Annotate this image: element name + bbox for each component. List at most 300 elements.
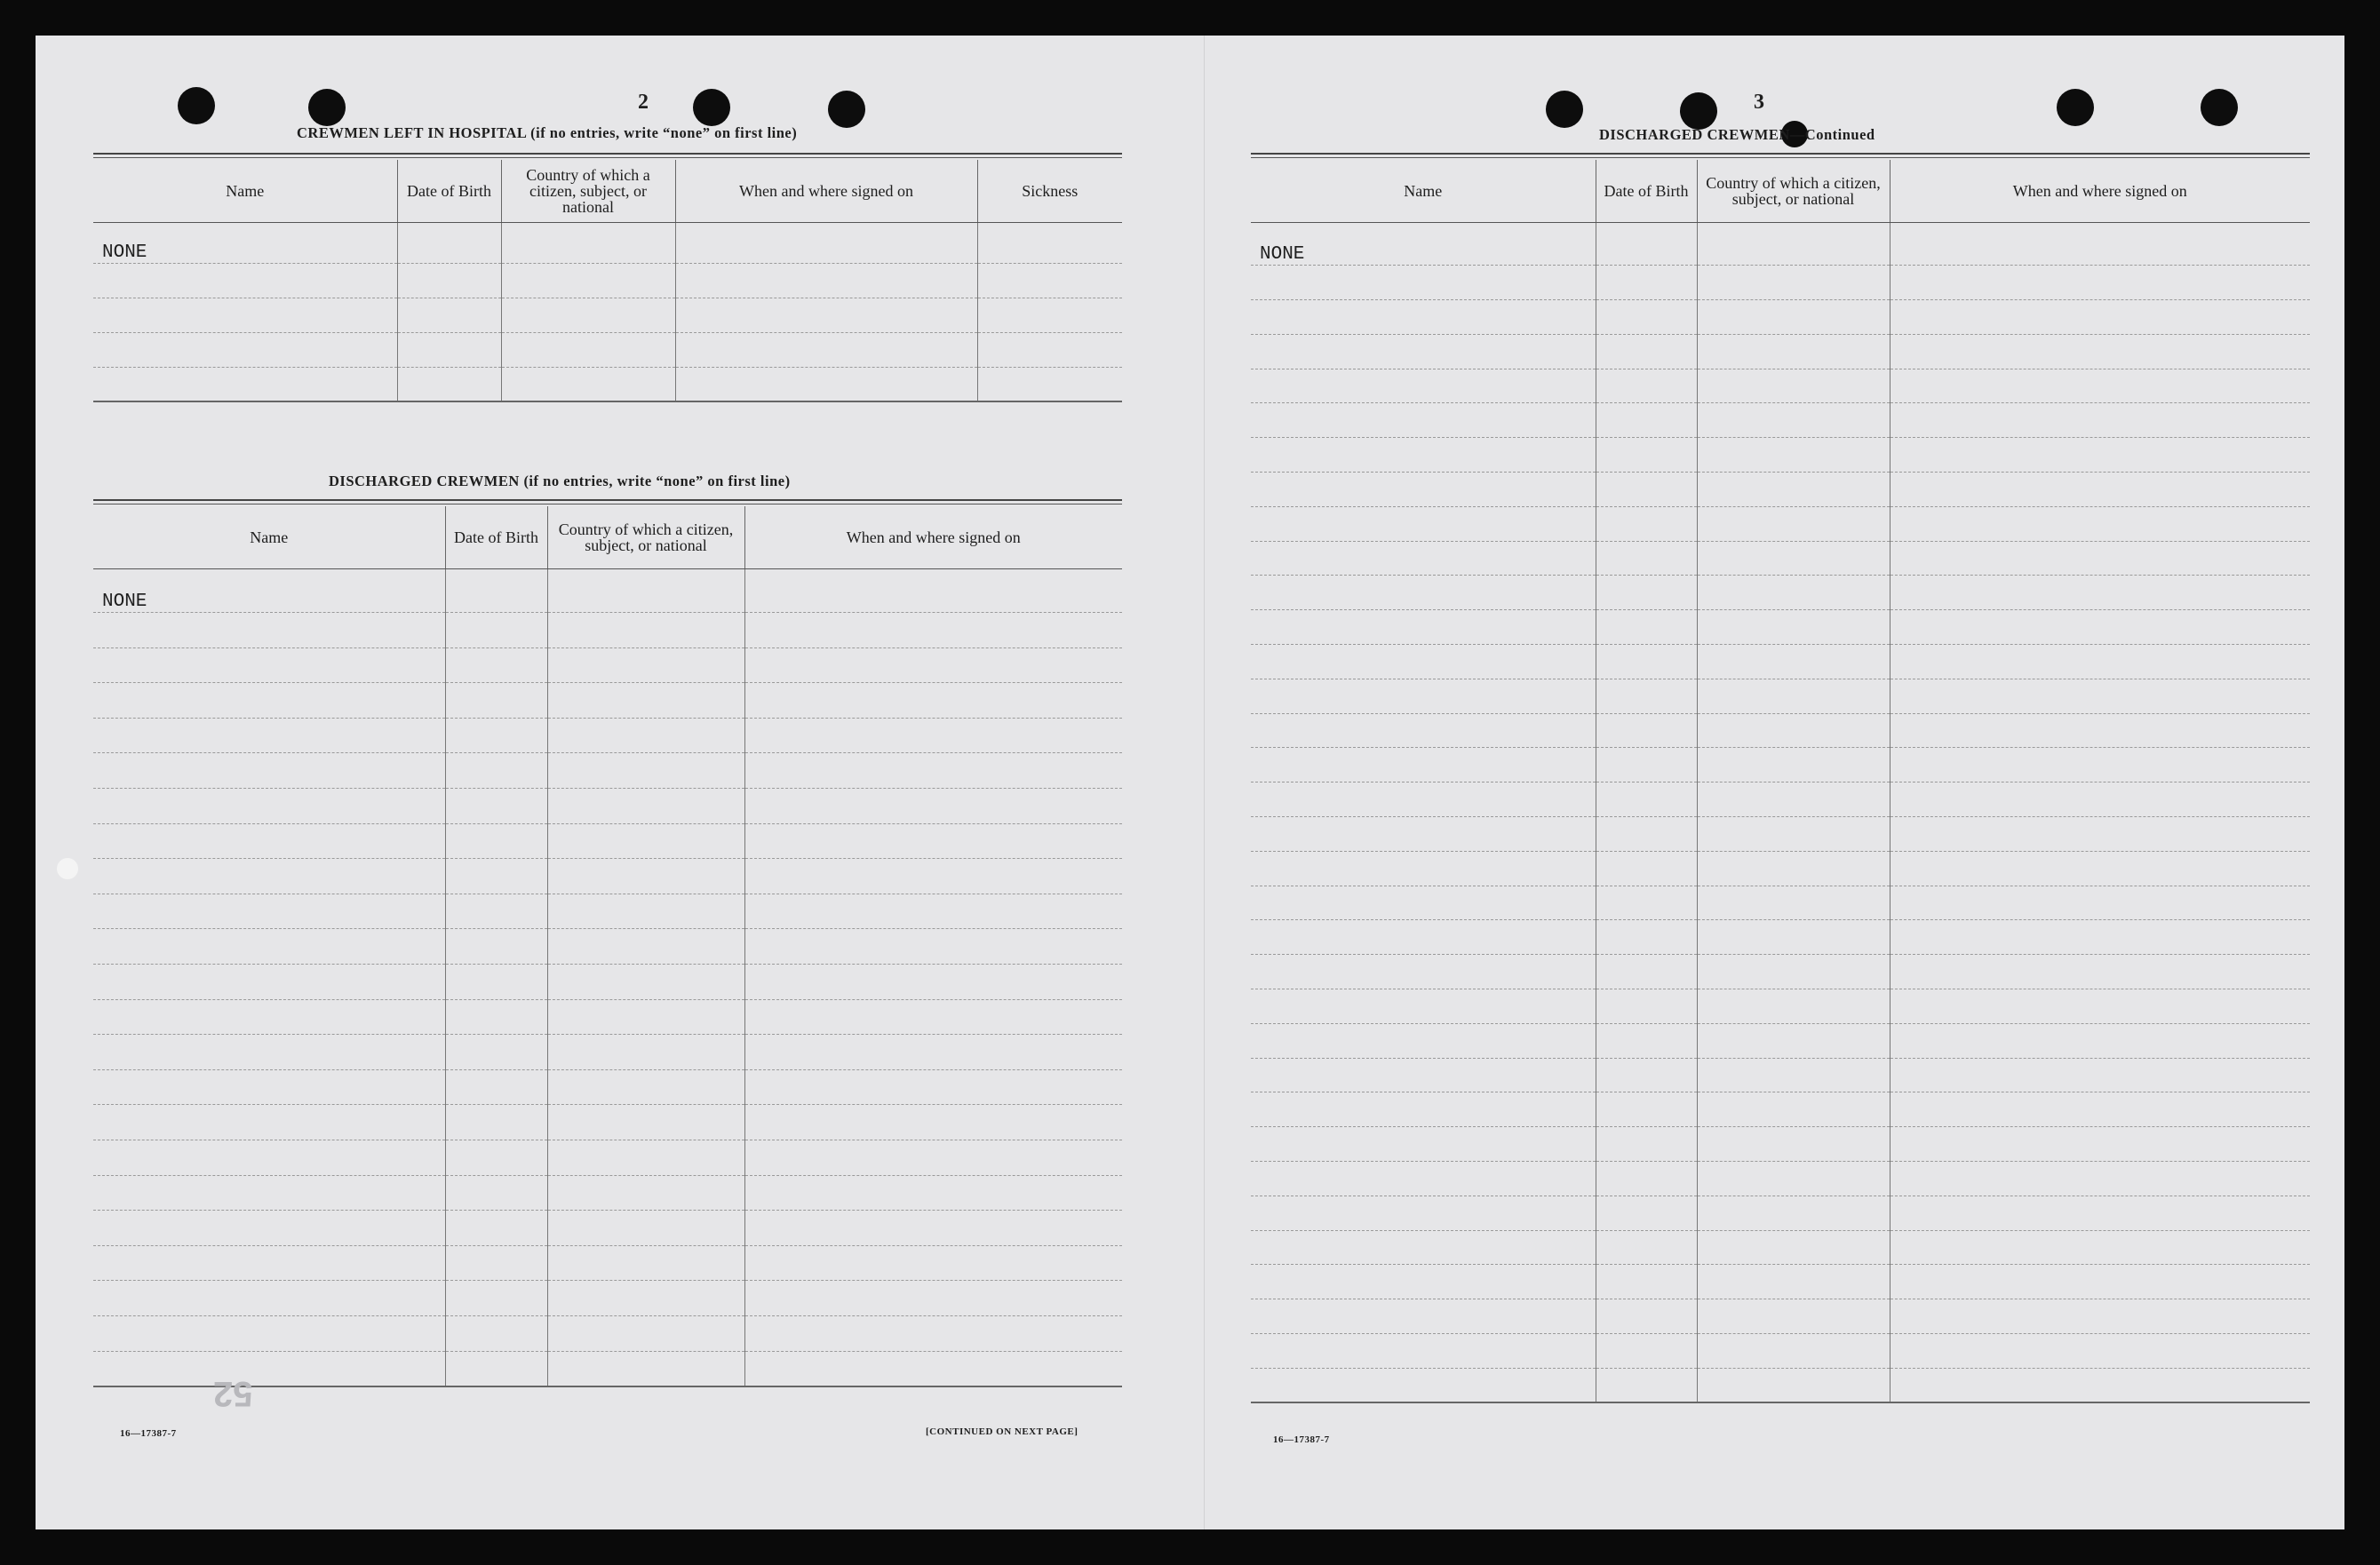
cell[interactable] (1697, 1196, 1890, 1230)
cell[interactable] (1251, 1368, 1596, 1402)
col-signed-on: When and where signed on (675, 160, 977, 222)
col-name: Name (93, 160, 397, 222)
cell[interactable] (1251, 1299, 1596, 1334)
cell[interactable] (1697, 576, 1890, 610)
cell[interactable] (1596, 1299, 1697, 1334)
cell[interactable] (1697, 748, 1890, 782)
punch-hole (1546, 91, 1583, 128)
cell[interactable] (1251, 1058, 1596, 1092)
cell[interactable] (1890, 541, 2310, 576)
cell[interactable] (1251, 266, 1596, 300)
cell[interactable] (744, 718, 1122, 753)
cell[interactable] (93, 1140, 445, 1176)
cell[interactable] (1697, 817, 1890, 852)
cell[interactable] (1251, 1092, 1596, 1127)
cell[interactable] (1251, 645, 1596, 679)
stray-mark: 52 (213, 1374, 253, 1413)
cell[interactable] (1890, 1334, 2310, 1369)
cell[interactable] (1251, 403, 1596, 438)
cell[interactable] (445, 1035, 547, 1070)
cell[interactable] (1251, 334, 1596, 369)
cell[interactable] (1890, 1162, 2310, 1196)
cell[interactable] (1596, 438, 1697, 473)
cell[interactable] (1697, 541, 1890, 576)
cell[interactable] (1251, 473, 1596, 507)
cell[interactable] (744, 1175, 1122, 1211)
cell[interactable] (744, 929, 1122, 965)
cell[interactable] (93, 965, 445, 1000)
cell[interactable] (93, 789, 445, 824)
cell[interactable] (1890, 1023, 2310, 1058)
table-row (1251, 610, 2310, 645)
cell[interactable] (1890, 403, 2310, 438)
cell[interactable] (1697, 1368, 1890, 1402)
cell[interactable] (93, 894, 445, 929)
cell[interactable] (93, 1211, 445, 1246)
cell[interactable] (397, 367, 501, 401)
cell[interactable] (445, 859, 547, 894)
cell[interactable] (1251, 506, 1596, 541)
cell[interactable] (1697, 266, 1890, 300)
cell[interactable] (93, 1245, 445, 1281)
cell[interactable] (1890, 369, 2310, 403)
cell[interactable] (1251, 782, 1596, 817)
cell[interactable] (1251, 1162, 1596, 1196)
table-row (93, 894, 1122, 929)
cell[interactable] (93, 718, 445, 753)
cell[interactable] (744, 1351, 1122, 1386)
cell[interactable] (1697, 679, 1890, 713)
cell[interactable] (1890, 1092, 2310, 1127)
col-name: Name (1251, 160, 1596, 222)
cell[interactable] (93, 613, 445, 648)
cell[interactable] (445, 1351, 547, 1386)
discharged-continued-table (1251, 160, 2310, 1403)
cell[interactable] (1596, 645, 1697, 679)
cell[interactable] (977, 222, 1122, 263)
table-row (1251, 222, 2310, 266)
table-row (1251, 1334, 2310, 1369)
table-row (93, 999, 1122, 1035)
form-number: 16—17387-7 (120, 1428, 177, 1439)
cell[interactable] (1596, 334, 1697, 369)
cell[interactable] (397, 222, 501, 263)
cell[interactable] (445, 823, 547, 859)
cell[interactable] (1596, 748, 1697, 782)
cell[interactable] (744, 894, 1122, 929)
cell[interactable] (1251, 748, 1596, 782)
cell[interactable] (675, 367, 977, 401)
table-row (1251, 1127, 2310, 1162)
cell[interactable] (1251, 610, 1596, 645)
cell[interactable] (1697, 1334, 1890, 1369)
cell[interactable] (547, 1140, 744, 1176)
cell[interactable] (1596, 989, 1697, 1024)
cell[interactable] (1251, 541, 1596, 576)
cell[interactable] (1596, 1092, 1697, 1127)
cell[interactable] (1697, 1023, 1890, 1058)
cell[interactable] (1596, 713, 1697, 748)
cell[interactable] (1697, 222, 1890, 266)
cell[interactable] (744, 753, 1122, 789)
cell[interactable] (1890, 1196, 2310, 1230)
cell[interactable] (445, 718, 547, 753)
col-sickness: Sickness (977, 160, 1122, 222)
cell[interactable] (547, 894, 744, 929)
cell[interactable] (397, 263, 501, 298)
cell[interactable] (1890, 266, 2310, 300)
cell[interactable] (1251, 851, 1596, 886)
cell[interactable] (93, 332, 397, 367)
cell[interactable] (744, 999, 1122, 1035)
cell[interactable] (1251, 438, 1596, 473)
cell[interactable] (93, 753, 445, 789)
cell[interactable] (675, 263, 977, 298)
cell[interactable] (445, 753, 547, 789)
cell[interactable] (1697, 645, 1890, 679)
cell[interactable] (547, 568, 744, 613)
cell[interactable] (1890, 645, 2310, 679)
cell[interactable] (1596, 817, 1697, 852)
cell[interactable] (1251, 1230, 1596, 1265)
cell[interactable] (445, 894, 547, 929)
cell[interactable] (1890, 1127, 2310, 1162)
table-row (93, 1175, 1122, 1211)
page-fold (1204, 36, 1205, 1529)
cell[interactable] (445, 1281, 547, 1316)
cell[interactable] (977, 367, 1122, 401)
cell[interactable] (501, 298, 675, 332)
cell[interactable] (1697, 1058, 1890, 1092)
cell[interactable] (445, 1245, 547, 1281)
cell[interactable] (1697, 713, 1890, 748)
cell[interactable] (547, 1281, 744, 1316)
cell[interactable] (744, 1035, 1122, 1070)
cell[interactable] (1697, 1127, 1890, 1162)
cell[interactable] (744, 1211, 1122, 1246)
cell[interactable] (744, 965, 1122, 1000)
cell[interactable] (1697, 1092, 1890, 1127)
cell[interactable] (547, 1035, 744, 1070)
cell[interactable] (1890, 851, 2310, 886)
cell[interactable] (93, 1105, 445, 1140)
cell[interactable] (93, 1069, 445, 1105)
cell[interactable] (445, 647, 547, 683)
punch-hole (2201, 89, 2238, 126)
cell[interactable] (1697, 1265, 1890, 1299)
entry-name[interactable]: NONE (93, 568, 445, 613)
discharged-section-title (329, 473, 791, 490)
cell[interactable] (445, 789, 547, 824)
cell[interactable] (1251, 1334, 1596, 1369)
entry-name[interactable]: NONE (93, 222, 397, 263)
cell[interactable] (93, 1351, 445, 1386)
cell[interactable] (1890, 576, 2310, 610)
cell[interactable] (501, 332, 675, 367)
divider (1251, 157, 2310, 158)
cell[interactable] (1697, 610, 1890, 645)
cell[interactable] (1890, 222, 2310, 266)
cell[interactable] (744, 683, 1122, 719)
cell[interactable] (501, 222, 675, 263)
cell[interactable] (1251, 989, 1596, 1024)
cell[interactable] (1697, 403, 1890, 438)
continued-note: [CONTINUED ON NEXT PAGE] (926, 1426, 1079, 1437)
cell[interactable] (547, 965, 744, 1000)
cell[interactable] (445, 1105, 547, 1140)
cell[interactable] (1251, 300, 1596, 335)
cell[interactable] (1251, 679, 1596, 713)
cell[interactable] (1890, 817, 2310, 852)
cell[interactable] (93, 1281, 445, 1316)
cell[interactable] (1596, 222, 1697, 266)
table-row (93, 929, 1122, 965)
cell[interactable] (1697, 1162, 1890, 1196)
cell[interactable] (1596, 610, 1697, 645)
cell[interactable] (1596, 920, 1697, 955)
cell[interactable] (744, 823, 1122, 859)
cell[interactable] (547, 613, 744, 648)
col-date-of-birth: Date of Birth (397, 160, 501, 222)
scanned-document (36, 36, 2344, 1529)
cell[interactable] (93, 367, 397, 401)
cell[interactable] (1596, 955, 1697, 989)
cell[interactable] (1697, 886, 1890, 920)
page-number: 2 (638, 91, 649, 114)
cell[interactable] (1596, 1023, 1697, 1058)
cell[interactable] (547, 999, 744, 1035)
table-row (1251, 782, 2310, 817)
cell[interactable] (1251, 955, 1596, 989)
cell[interactable] (1697, 989, 1890, 1024)
cell[interactable] (744, 613, 1122, 648)
cell[interactable] (1251, 1023, 1596, 1058)
cell[interactable] (1697, 369, 1890, 403)
cell[interactable] (977, 332, 1122, 367)
cell[interactable] (1890, 1265, 2310, 1299)
cell[interactable] (501, 367, 675, 401)
cell[interactable] (1890, 1058, 2310, 1092)
cell[interactable] (1596, 576, 1697, 610)
cell[interactable] (445, 999, 547, 1035)
cell[interactable] (547, 1315, 744, 1351)
cell[interactable] (1596, 1334, 1697, 1369)
cell[interactable] (1697, 782, 1890, 817)
cell[interactable] (1251, 1196, 1596, 1230)
cell[interactable] (547, 859, 744, 894)
cell[interactable] (1251, 1265, 1596, 1299)
table-row (93, 568, 1122, 613)
entry-name[interactable]: NONE (1251, 222, 1596, 266)
cell[interactable] (1251, 576, 1596, 610)
table-row (1251, 1023, 2310, 1058)
table-row (93, 789, 1122, 824)
cell[interactable] (675, 222, 977, 263)
col-date-of-birth: Date of Birth (1596, 160, 1697, 222)
cell[interactable] (547, 1211, 744, 1246)
cell[interactable] (93, 1035, 445, 1070)
table-row (1251, 955, 2310, 989)
cell[interactable] (1890, 920, 2310, 955)
cell[interactable] (1596, 1368, 1697, 1402)
cell[interactable] (1596, 1162, 1697, 1196)
cell[interactable] (547, 683, 744, 719)
cell[interactable] (547, 789, 744, 824)
cell[interactable] (445, 1069, 547, 1105)
cell[interactable] (1890, 473, 2310, 507)
col-name: Name (93, 506, 445, 568)
cell[interactable] (1596, 1058, 1697, 1092)
cell[interactable] (744, 1140, 1122, 1176)
cell[interactable] (744, 1281, 1122, 1316)
cell[interactable] (1890, 748, 2310, 782)
cell[interactable] (93, 999, 445, 1035)
cell[interactable] (1251, 369, 1596, 403)
cell[interactable] (1596, 506, 1697, 541)
cell[interactable] (1697, 851, 1890, 886)
cell[interactable] (1890, 989, 2310, 1024)
cell[interactable] (445, 1211, 547, 1246)
cell[interactable] (397, 332, 501, 367)
cell[interactable] (445, 929, 547, 965)
table-row (1251, 1265, 2310, 1299)
cell[interactable] (547, 1175, 744, 1211)
cell[interactable] (1890, 782, 2310, 817)
cell[interactable] (1890, 713, 2310, 748)
cell[interactable] (1890, 610, 2310, 645)
cell[interactable] (744, 789, 1122, 824)
cell[interactable] (1890, 1230, 2310, 1265)
table-row (1251, 266, 2310, 300)
cell[interactable] (744, 647, 1122, 683)
cell[interactable] (1596, 1196, 1697, 1230)
cell[interactable] (675, 298, 977, 332)
cell[interactable] (744, 1315, 1122, 1351)
cell[interactable] (744, 1069, 1122, 1105)
cell[interactable] (93, 1315, 445, 1351)
cell[interactable] (93, 683, 445, 719)
cell[interactable] (1251, 817, 1596, 852)
cell[interactable] (1596, 679, 1697, 713)
discharged-continued-title: DISCHARGED CREWMEN—Continued (1599, 126, 1875, 143)
cell[interactable] (1251, 920, 1596, 955)
cell[interactable] (93, 1175, 445, 1211)
cell[interactable] (1596, 1265, 1697, 1299)
section-title-text: DISCHARGED CREWMEN (329, 473, 520, 489)
cell[interactable] (445, 613, 547, 648)
cell[interactable] (93, 263, 397, 298)
cell[interactable] (744, 568, 1122, 613)
cell[interactable] (1251, 713, 1596, 748)
cell[interactable] (1596, 782, 1697, 817)
table-row (1251, 645, 2310, 679)
cell[interactable] (547, 718, 744, 753)
cell[interactable] (547, 1245, 744, 1281)
table-row (93, 1069, 1122, 1105)
cell[interactable] (1596, 266, 1697, 300)
table-row (1251, 506, 2310, 541)
col-signed-on: When and where signed on (744, 506, 1122, 568)
cell[interactable] (1890, 1368, 2310, 1402)
cell[interactable] (1890, 300, 2310, 335)
cell[interactable] (445, 1140, 547, 1176)
cell[interactable] (1596, 473, 1697, 507)
cell[interactable] (977, 263, 1122, 298)
divider (93, 153, 1122, 155)
cell[interactable] (547, 1069, 744, 1105)
cell[interactable] (445, 683, 547, 719)
cell[interactable] (547, 929, 744, 965)
cell[interactable] (675, 332, 977, 367)
table-row (93, 1211, 1122, 1246)
cell[interactable] (1251, 886, 1596, 920)
section-title-text: CREWMEN LEFT IN HOSPITAL (297, 124, 527, 141)
cell[interactable] (1890, 886, 2310, 920)
cell[interactable] (1890, 334, 2310, 369)
cell[interactable] (93, 929, 445, 965)
cell[interactable] (547, 823, 744, 859)
cell[interactable] (1697, 955, 1890, 989)
cell[interactable] (1697, 438, 1890, 473)
cell[interactable] (445, 1175, 547, 1211)
cell[interactable] (1890, 1299, 2310, 1334)
cell[interactable] (445, 1315, 547, 1351)
cell[interactable] (1596, 403, 1697, 438)
cell[interactable] (93, 647, 445, 683)
cell[interactable] (93, 823, 445, 859)
table-row (93, 859, 1122, 894)
cell[interactable] (1596, 886, 1697, 920)
table-row (93, 1281, 1122, 1316)
cell[interactable] (1890, 506, 2310, 541)
cell[interactable] (1596, 1127, 1697, 1162)
cell[interactable] (1890, 438, 2310, 473)
cell[interactable] (93, 859, 445, 894)
cell[interactable] (744, 1105, 1122, 1140)
cell[interactable] (1596, 300, 1697, 335)
cell[interactable] (744, 1245, 1122, 1281)
cell[interactable] (1697, 334, 1890, 369)
cell[interactable] (1890, 679, 2310, 713)
cell[interactable] (1596, 369, 1697, 403)
cell[interactable] (977, 298, 1122, 332)
cell[interactable] (1596, 851, 1697, 886)
cell[interactable] (397, 298, 501, 332)
cell[interactable] (93, 298, 397, 332)
cell[interactable] (1596, 541, 1697, 576)
table-row (1251, 713, 2310, 748)
cell[interactable] (445, 568, 547, 613)
cell[interactable] (445, 965, 547, 1000)
cell[interactable] (1697, 1299, 1890, 1334)
cell[interactable] (547, 753, 744, 789)
cell[interactable] (744, 859, 1122, 894)
cell[interactable] (1697, 506, 1890, 541)
cell[interactable] (1890, 955, 2310, 989)
cell[interactable] (1251, 1127, 1596, 1162)
cell[interactable] (1697, 473, 1890, 507)
table-row (1251, 473, 2310, 507)
cell[interactable] (1697, 300, 1890, 335)
cell[interactable] (547, 1105, 744, 1140)
cell[interactable] (1697, 920, 1890, 955)
cell[interactable] (1697, 1230, 1890, 1265)
cell[interactable] (501, 263, 675, 298)
cell[interactable] (547, 1351, 744, 1386)
cell[interactable] (1596, 1230, 1697, 1265)
section-note: (if no entries, write “none” on first line) (523, 473, 791, 489)
cell[interactable] (547, 647, 744, 683)
